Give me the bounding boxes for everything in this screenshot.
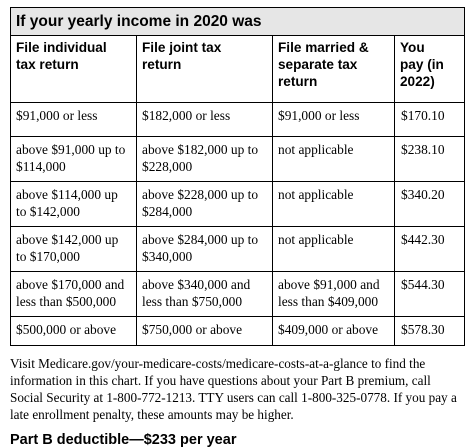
- cell-joint: [137, 103, 273, 137]
- header-line: return: [142, 57, 182, 72]
- note-line: Social Security at 1-800-772-1213. TTY users can call 1-800-325-0778. If you pay a: [10, 390, 457, 405]
- cell-line: above $182,000 up to: [142, 142, 259, 157]
- cell-individual: [11, 317, 137, 346]
- header-line: pay (in: [400, 57, 444, 72]
- table-row: [11, 137, 465, 182]
- cell-line: not applicable: [278, 142, 354, 157]
- cell-individual: [11, 272, 137, 317]
- cell-line: $284,000: [142, 204, 193, 219]
- table-banner: If your yearly income in 2020 was: [11, 8, 465, 36]
- cell-line: to $142,000: [16, 204, 80, 219]
- cell-line: above $142,000 up: [16, 232, 119, 247]
- part-b-deductible-heading: Part B deductible—$233 per year: [10, 432, 237, 448]
- cell-line: above $170,000 and: [16, 277, 125, 292]
- cell-line: not applicable: [278, 232, 354, 247]
- cell-joint: [137, 227, 273, 272]
- cell-joint: [137, 137, 273, 182]
- cell-married-separate: [273, 182, 395, 227]
- cell-pay: $340.20: [395, 182, 465, 227]
- note-line: Visit Medicare.gov/your-medicare-costs/medicare-costs-at-a-glance to find the: [10, 356, 426, 371]
- cell-joint: [137, 317, 273, 346]
- header-line: return: [278, 74, 318, 89]
- cell-joint: [137, 182, 273, 227]
- header-joint: [137, 36, 273, 103]
- cell-line: above $284,000 up to: [142, 232, 259, 247]
- header-line: tax return: [16, 57, 79, 72]
- header-line: File joint tax: [142, 40, 222, 55]
- cell-line: above $114,000 up: [16, 187, 118, 202]
- cell-line: above $228,000 up to: [142, 187, 259, 202]
- table-row: [11, 272, 465, 317]
- cell-married-separate: [273, 317, 395, 346]
- cell-line: less than $409,000: [278, 294, 379, 309]
- cell-married-separate: [273, 227, 395, 272]
- cell-line: $750,000 or above: [142, 322, 243, 337]
- cell-individual: [11, 227, 137, 272]
- document-page: [10, 7, 464, 448]
- cell-pay: $442.30: [395, 227, 465, 272]
- cell-individual: [11, 137, 137, 182]
- table-row: [11, 182, 465, 227]
- cell-pay: $170.10: [395, 103, 465, 137]
- header-married-separate: [273, 36, 395, 103]
- cell-line: above $91,000 up to: [16, 142, 126, 157]
- table-row: [11, 103, 465, 137]
- header-line: 2022): [400, 74, 435, 89]
- cell-individual: [11, 182, 137, 227]
- header-pay: [395, 36, 465, 103]
- cell-line: $182,000 or less: [142, 108, 231, 123]
- banner-row: [11, 8, 465, 36]
- cell-line: $340,000: [142, 249, 193, 264]
- cell-pay: $544.30: [395, 272, 465, 317]
- cell-line: $409,000 or above: [278, 322, 379, 337]
- header-line: separate tax: [278, 57, 358, 72]
- cell-line: above $340,000 and: [142, 277, 251, 292]
- table-row: [11, 227, 465, 272]
- medicare-note: [10, 355, 464, 423]
- cell-married-separate: [273, 272, 395, 317]
- note-line: information in this chart. If you have questions about your Part B premium, call: [10, 373, 431, 388]
- cell-line: to $170,000: [16, 249, 80, 264]
- cell-married-separate: [273, 103, 395, 137]
- cell-line: not applicable: [278, 187, 354, 202]
- cell-joint: [137, 272, 273, 317]
- header-individual: [11, 36, 137, 103]
- cell-line: $228,000: [142, 159, 193, 174]
- cell-individual: [11, 103, 137, 137]
- header-line: File individual: [16, 40, 107, 55]
- table-row: [11, 317, 465, 346]
- cell-line: $91,000 or less: [278, 108, 360, 123]
- cell-line: $91,000 or less: [16, 108, 98, 123]
- cell-line: less than $500,000: [16, 294, 117, 309]
- premium-table: [10, 7, 465, 346]
- cell-married-separate: [273, 137, 395, 182]
- header-line: File married &: [278, 40, 369, 55]
- cell-line: $500,000 or above: [16, 322, 117, 337]
- cell-line: less than $750,000: [142, 294, 243, 309]
- header-line: You: [400, 40, 425, 55]
- cell-line: above $91,000 and: [278, 277, 380, 292]
- cell-pay: $238.10: [395, 137, 465, 182]
- note-line: late enrollment penalty, these amounts may be higher.: [10, 407, 294, 422]
- cell-pay: $578.30: [395, 317, 465, 346]
- cell-line: $114,000: [16, 159, 66, 174]
- header-row: [11, 36, 465, 103]
